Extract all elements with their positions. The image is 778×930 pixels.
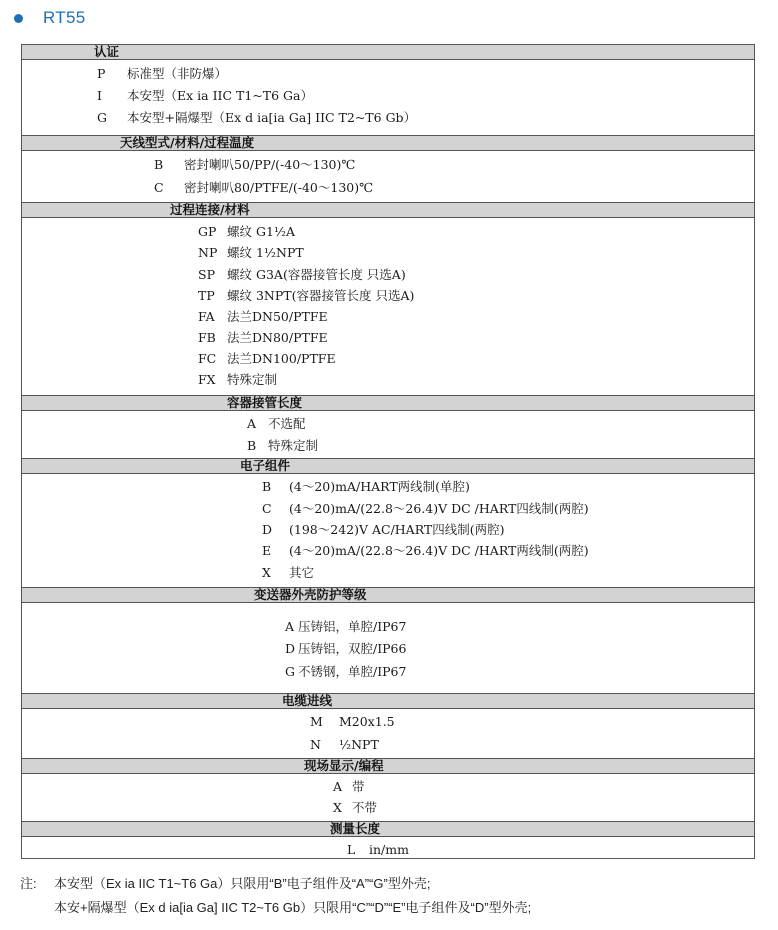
option-code: X (333, 800, 342, 815)
option-code: FA (198, 309, 215, 324)
option-row (198, 370, 278, 390)
option-desc: 不带 (352, 800, 378, 815)
title-area (14, 6, 85, 30)
section-title: 电缆进线 (282, 693, 333, 708)
option-row (198, 328, 328, 348)
option-code: FB (198, 330, 216, 345)
option-desc: 标准型（非防爆） (127, 66, 228, 81)
section-title: 现场显示/编程 (304, 758, 384, 773)
option-code: GP (198, 224, 217, 239)
option-code: SP (198, 267, 215, 282)
option-desc: 本安型+隔爆型（Ex d ia[ia Ga] IIC T2~T6 Gb） (127, 110, 417, 125)
option-code: A (333, 779, 343, 794)
section-header-measuring-length (22, 821, 754, 837)
option-desc: 其它 (289, 565, 315, 580)
option-row (333, 777, 365, 797)
option-row (262, 541, 589, 561)
option-code: NP (198, 245, 218, 260)
option-row (285, 639, 407, 659)
section-header-certification (22, 44, 754, 60)
option-desc: 带 (352, 779, 365, 794)
section-title: 过程连接/材料 (170, 202, 250, 217)
option-code: P (97, 66, 106, 81)
option-desc: (4～20)mA/(22.8～26.4)V DC /HART四线制(两腔) (289, 501, 589, 516)
option-code: B (154, 157, 164, 172)
option-code: M (310, 714, 323, 729)
option-code: X (262, 565, 271, 580)
option-code: B (262, 479, 272, 494)
option-row (247, 414, 306, 434)
option-row (262, 520, 505, 540)
option-desc: 压铸铝，双腔/IP66 (298, 641, 407, 656)
option-code: FC (198, 351, 217, 366)
option-row (262, 563, 315, 583)
option-row (198, 307, 328, 327)
section-header-nozzle-length (22, 395, 754, 411)
option-row (97, 108, 417, 128)
option-desc: 本安型（Ex ia IIC T1~T6 Ga） (127, 88, 313, 103)
option-desc: M20x1.5 (339, 714, 395, 729)
option-row (285, 662, 407, 682)
option-row (247, 436, 319, 456)
option-row (333, 798, 378, 818)
option-desc: (198～242)V AC/HART四线制(两腔) (289, 522, 505, 537)
option-row (262, 477, 470, 497)
option-desc: 法兰DN50/PTFE (227, 309, 328, 324)
option-row (262, 499, 589, 519)
section-title: 认证 (94, 44, 120, 59)
section-header-display (22, 758, 754, 774)
option-desc: 法兰DN100/PTFE (227, 351, 336, 366)
option-code: N (310, 737, 321, 752)
section-header-cable-entry (22, 693, 754, 709)
section-header-enclosure (22, 587, 754, 603)
section-title: 天线型式/材料/过程温度 (120, 135, 255, 150)
option-code: C (154, 180, 164, 195)
option-desc: 特殊定制 (227, 372, 278, 387)
option-row (347, 840, 409, 860)
section-header-antenna (22, 135, 754, 151)
option-row (198, 265, 406, 285)
page-title: RT55 (43, 8, 86, 27)
option-row (198, 243, 304, 263)
option-desc: 螺纹 G1½A (227, 224, 296, 239)
option-code: L (347, 842, 356, 857)
section-header-process-connection (22, 202, 754, 218)
section-title: 变送器外壳防护等级 (254, 587, 367, 602)
section-title: 测量长度 (330, 821, 381, 836)
option-row (285, 617, 407, 637)
option-row (310, 712, 395, 732)
option-row (97, 64, 228, 84)
option-code: A (285, 619, 295, 634)
option-desc: in/mm (369, 842, 409, 857)
option-code: FX (198, 372, 216, 387)
option-desc: 密封喇叭80/PTFE/(-40～130)℃ (184, 180, 374, 195)
option-code: A (247, 416, 257, 431)
option-code: I (97, 88, 102, 103)
option-desc: 压铸铝，单腔/IP67 (298, 619, 407, 634)
note-text: 本安+隔爆型（Ex d ia[ia Ga] IIC T2~T6 Gb）只限用“C”“D”“E”电子组件及“D”型外壳; (54, 900, 532, 915)
option-desc: 螺纹 1½NPT (227, 245, 304, 260)
section-header-electronics (22, 458, 754, 474)
option-row (198, 286, 415, 306)
option-row (198, 349, 336, 369)
option-desc: 特殊定制 (268, 438, 319, 453)
note-label: 注: (20, 876, 37, 891)
option-desc: (4～20)mA/(22.8～26.4)V DC /HART两线制(两腔) (289, 543, 589, 558)
option-code: E (262, 543, 272, 558)
option-code: D (285, 641, 296, 656)
option-code: C (262, 501, 272, 516)
option-desc: 螺纹 G3A(容器接管长度 只选A) (227, 267, 406, 282)
option-desc: 法兰DN80/PTFE (227, 330, 328, 345)
option-desc: 不锈钢，单腔/IP67 (298, 664, 407, 679)
option-row (154, 178, 374, 198)
option-desc: 不选配 (268, 416, 306, 431)
option-row (310, 735, 379, 755)
option-desc: 螺纹 3NPT(容器接管长度 只选A) (227, 288, 415, 303)
option-row (198, 222, 296, 242)
option-code: B (247, 438, 257, 453)
option-row (154, 155, 356, 175)
option-desc: (4～20)mA/HART两线制(单腔) (289, 479, 470, 494)
option-desc: 密封喇叭50/PP/(-40～130)℃ (184, 157, 356, 172)
option-code: TP (198, 288, 215, 303)
note-text: 本安型（Ex ia IIC T1~T6 Ga）只限用“B”电子组件及“A”“G”型外壳; (54, 876, 431, 891)
option-code: D (262, 522, 273, 537)
option-desc: ½NPT (339, 737, 379, 752)
section-title: 容器接管长度 (227, 395, 303, 410)
section-title: 电子组件 (240, 458, 291, 473)
spec-table (21, 44, 755, 859)
option-code: G (97, 110, 107, 125)
option-code: G (285, 664, 295, 679)
option-row (97, 86, 313, 106)
bullet-icon (14, 14, 23, 23)
